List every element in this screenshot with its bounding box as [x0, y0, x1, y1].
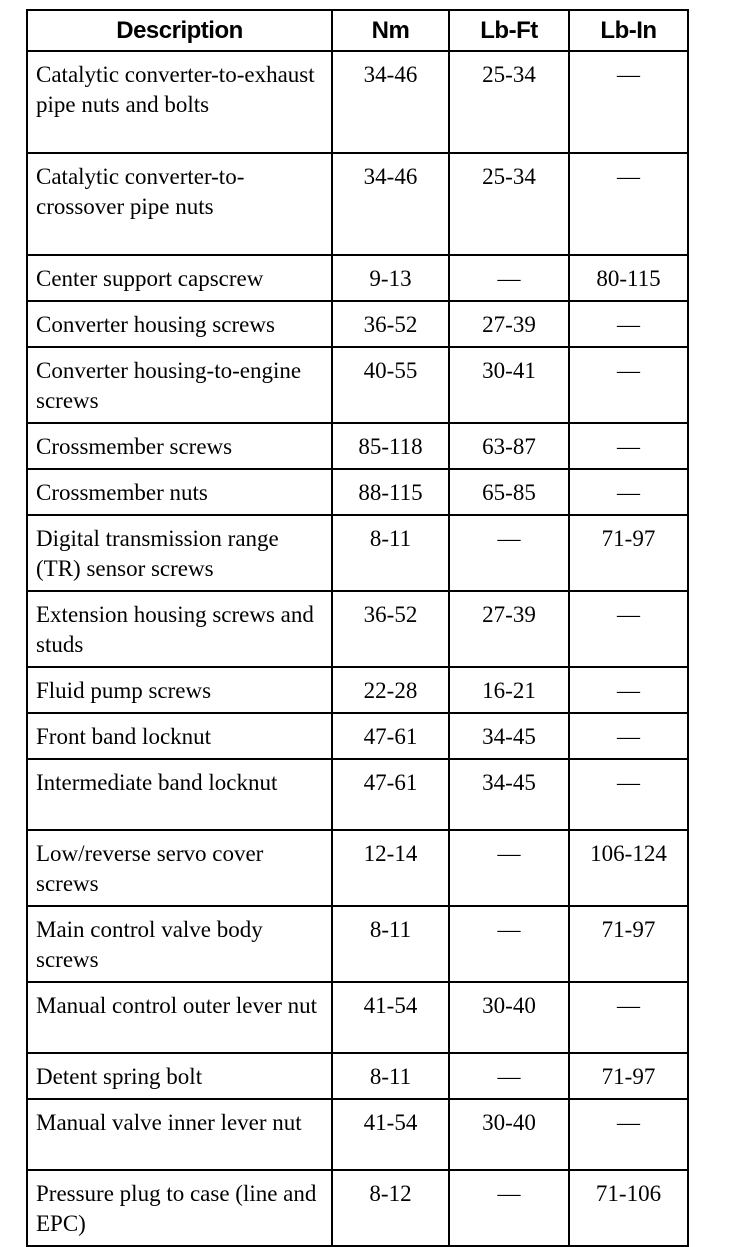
cell-description: Crossmember screws: [27, 423, 332, 469]
cell-nm: 8-11: [332, 1053, 449, 1099]
cell-description: Converter housing-to-engine screws: [27, 347, 332, 423]
cell-lbin: —: [569, 347, 688, 423]
cell-lbin: —: [569, 469, 688, 515]
cell-description: Front band locknut: [27, 713, 332, 759]
cell-description: Manual control outer lever nut: [27, 982, 332, 1053]
table-row: [27, 469, 688, 515]
torque-spec-table: [26, 9, 689, 1247]
cell-description: Extension housing screws and studs: [27, 591, 332, 667]
table-row: [27, 1170, 688, 1246]
cell-description: Manual valve inner lever nut: [27, 1099, 332, 1170]
cell-nm: 47-61: [332, 759, 449, 830]
header-description: Description: [27, 10, 332, 51]
cell-lbin: 71-97: [569, 906, 688, 982]
cell-description: Intermediate band locknut: [27, 759, 332, 830]
cell-lbft: —: [449, 255, 569, 301]
cell-lbin: —: [569, 713, 688, 759]
cell-lbft: 34-45: [449, 713, 569, 759]
cell-description: Main control valve body screws: [27, 906, 332, 982]
cell-lbin: —: [569, 1099, 688, 1170]
cell-lbft: 25-34: [449, 153, 569, 255]
cell-lbft: 30-40: [449, 982, 569, 1053]
cell-description: Low/reverse servo cover screws: [27, 830, 332, 906]
table-row: [27, 591, 688, 667]
cell-nm: 36-52: [332, 591, 449, 667]
cell-nm: 9-13: [332, 255, 449, 301]
table-row: [27, 713, 688, 759]
header-lbft: Lb-Ft: [449, 10, 569, 51]
table-header-row: [27, 10, 688, 51]
table-row: [27, 153, 688, 255]
cell-lbft: 63-87: [449, 423, 569, 469]
cell-description: Fluid pump screws: [27, 667, 332, 713]
cell-description: Digital transmission range (TR) sensor screws: [27, 515, 332, 591]
cell-lbin: 71-97: [569, 1053, 688, 1099]
cell-lbft: 65-85: [449, 469, 569, 515]
cell-lbin: —: [569, 51, 688, 153]
cell-lbft: 30-40: [449, 1099, 569, 1170]
cell-description: Center support capscrew: [27, 255, 332, 301]
table-row: [27, 667, 688, 713]
table-row: [27, 347, 688, 423]
cell-lbin: 71-106: [569, 1170, 688, 1246]
table-row: [27, 906, 688, 982]
cell-nm: 34-46: [332, 51, 449, 153]
cell-nm: 22-28: [332, 667, 449, 713]
table-row: [27, 830, 688, 906]
header-lbin: Lb-In: [569, 10, 688, 51]
cell-lbin: —: [569, 667, 688, 713]
cell-description: Converter housing screws: [27, 301, 332, 347]
cell-description: Detent spring bolt: [27, 1053, 332, 1099]
cell-nm: 8-12: [332, 1170, 449, 1246]
cell-nm: 47-61: [332, 713, 449, 759]
table-row: [27, 51, 688, 153]
cell-nm: 41-54: [332, 982, 449, 1053]
cell-lbin: —: [569, 982, 688, 1053]
table-row: [27, 301, 688, 347]
cell-lbin: —: [569, 591, 688, 667]
cell-description: Crossmember nuts: [27, 469, 332, 515]
cell-lbft: 25-34: [449, 51, 569, 153]
cell-nm: 12-14: [332, 830, 449, 906]
cell-lbft: 16-21: [449, 667, 569, 713]
table-row: [27, 515, 688, 591]
cell-lbin: —: [569, 153, 688, 255]
header-nm: Nm: [332, 10, 449, 51]
cell-lbin: 106-124: [569, 830, 688, 906]
cell-lbft: 27-39: [449, 591, 569, 667]
cell-lbft: —: [449, 515, 569, 591]
cell-nm: 41-54: [332, 1099, 449, 1170]
cell-description: Catalytic converter-to-crossover pipe nuts: [27, 153, 332, 255]
cell-lbft: —: [449, 1053, 569, 1099]
cell-lbft: —: [449, 830, 569, 906]
cell-nm: 85-118: [332, 423, 449, 469]
cell-nm: 8-11: [332, 906, 449, 982]
cell-lbft: —: [449, 1170, 569, 1246]
table-row: [27, 759, 688, 830]
cell-nm: 40-55: [332, 347, 449, 423]
cell-nm: 34-46: [332, 153, 449, 255]
cell-lbft: —: [449, 906, 569, 982]
cell-lbin: 71-97: [569, 515, 688, 591]
cell-nm: 88-115: [332, 469, 449, 515]
cell-lbft: 30-41: [449, 347, 569, 423]
cell-lbft: 27-39: [449, 301, 569, 347]
table-row: [27, 1099, 688, 1170]
cell-nm: 36-52: [332, 301, 449, 347]
cell-lbft: 34-45: [449, 759, 569, 830]
cell-lbin: 80-115: [569, 255, 688, 301]
table-row: [27, 1053, 688, 1099]
cell-description: Pressure plug to case (line and EPC): [27, 1170, 332, 1246]
cell-lbin: —: [569, 759, 688, 830]
table-row: [27, 255, 688, 301]
table-row: [27, 423, 688, 469]
cell-description: Catalytic converter-to-exhaust pipe nuts and bolts: [27, 51, 332, 153]
cell-lbin: —: [569, 301, 688, 347]
cell-nm: 8-11: [332, 515, 449, 591]
table-row: [27, 982, 688, 1053]
cell-lbin: —: [569, 423, 688, 469]
